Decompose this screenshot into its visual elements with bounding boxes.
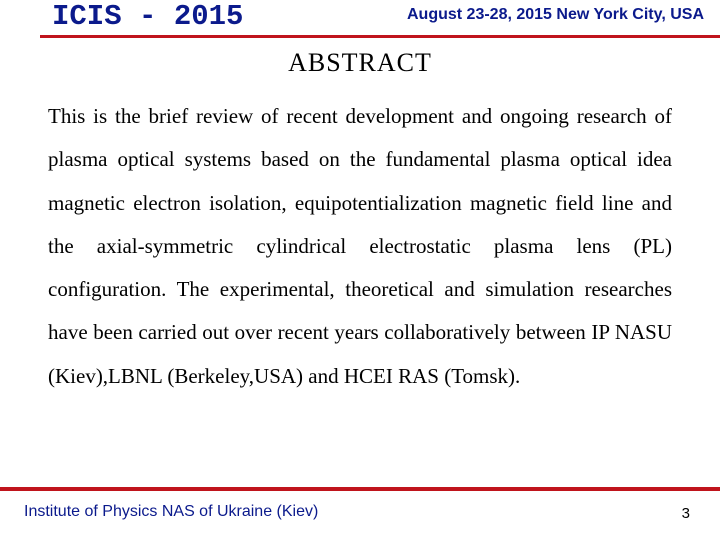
footer-institution: Institute of Physics NAS of Ukraine (Kiev) <box>24 503 319 520</box>
abstract-body <box>48 95 672 398</box>
page-number: 3 <box>681 505 690 522</box>
header-divider <box>40 35 720 38</box>
footer-divider <box>0 487 720 491</box>
conference-dates-location: August 23-28, 2015 New York City, USA <box>407 6 704 23</box>
abstract-paragraph: This is the brief review of recent development and ongoing research of plasma optical systems based on the fundamental plasma optical idea magnetic electron isolation, equipotentialization magnetic field line and the axial-symmetric cylindrical electrostatic plasma lens (PL) configuration. The experimental, theoretical and simulation researches have been carried out over recent years collaboratively between IP NASU (Kiev),LBNL (Berkeley,USA) and HCEI RAS (Tomsk). <box>48 104 672 388</box>
conference-title: ICIS - 2015 <box>52 0 244 33</box>
page-title: ABSTRACT <box>288 48 432 77</box>
